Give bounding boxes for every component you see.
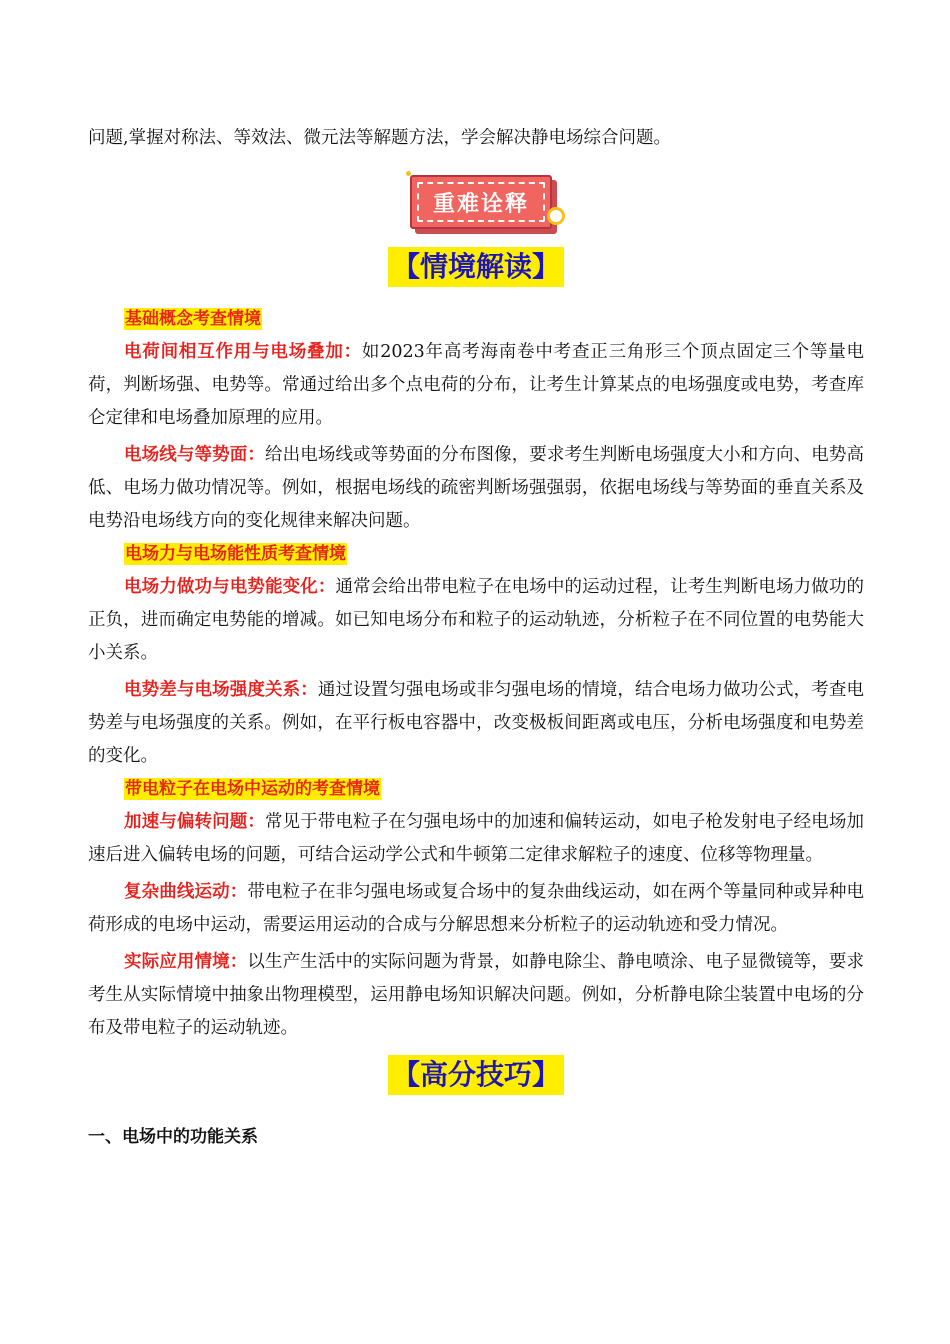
section-title-situation bbox=[88, 247, 864, 303]
paragraph-lead: 复杂曲线运动： bbox=[124, 882, 248, 902]
content-paragraph bbox=[88, 336, 864, 435]
content-paragraph bbox=[88, 806, 864, 872]
section-title-techniques bbox=[88, 1055, 864, 1111]
section-title-text: 【情境解读】 bbox=[388, 247, 564, 287]
paragraph-lead: 电荷间相互作用与电场叠加： bbox=[124, 342, 362, 362]
page-content bbox=[88, 122, 864, 1154]
situation-group-basic bbox=[88, 303, 864, 538]
content-paragraph bbox=[88, 876, 864, 942]
paragraph-lead: 电场线与等势面： bbox=[124, 445, 265, 465]
paragraph-text: 带电粒子在非匀强电场或复合场中的复杂曲线运动，如在两个等量同种或异种电荷形成的电场中运动，需要运用运动的合成与分解思想来分析粒子的运动轨迹和受力情况。 bbox=[88, 882, 865, 935]
paragraph-lead: 实际应用情境： bbox=[124, 952, 248, 972]
section-title-text: 【高分技巧】 bbox=[388, 1055, 564, 1095]
paragraph-text: 通常会给出带电粒子在电场中的运动过程，让考生判断电场力做功的正负，进而确定电势能的增减。如已知电场分布和粒子的运动轨迹，分析粒子在不同位置的电势能大小关系。 bbox=[88, 577, 865, 663]
difficulty-badge bbox=[410, 175, 552, 229]
intro-tail-paragraph: 问题,掌握对称法、等效法、微元法等解题方法，学会解决静电场综合问题。 bbox=[88, 128, 672, 148]
situation-group-motion bbox=[88, 773, 864, 1045]
group-heading bbox=[88, 773, 864, 806]
group-heading-text: 带电粒子在电场中运动的考查情境 bbox=[125, 779, 380, 799]
badge-area bbox=[88, 169, 864, 247]
paragraph-text: 给出电场线或等势面的分布图像，要求考生判断电场强度大小和方向、电势高低、电场力做功情况等。例如，根据电场线的疏密判断场强强弱，依据电场线与等势面的垂直关系及电势沿电场线方向的变化规律来解决问题。 bbox=[88, 445, 865, 531]
badge-dashed-border bbox=[417, 182, 545, 222]
group-heading bbox=[88, 538, 864, 571]
subsection-heading: 一、电场中的功能关系 bbox=[88, 1127, 258, 1147]
paragraph-text: 如2023年高考海南卷中考查正三角形三个顶点固定三个等量电荷，判断场强、电势等。常通过给出多个点电荷的分布，让考生计算某点的电场强度或电势，考查库仑定律和电场叠加原理的应用。 bbox=[88, 342, 864, 428]
situation-group-force-energy bbox=[88, 538, 864, 773]
paragraph-lead: 电势差与电场强度关系： bbox=[124, 680, 318, 700]
badge-ring-decoration bbox=[547, 207, 565, 225]
group-heading-text: 电场力与电场能性质考查情境 bbox=[125, 544, 346, 564]
group-heading-text: 基础概念考查情境 bbox=[125, 309, 261, 329]
content-paragraph bbox=[88, 439, 864, 538]
content-paragraph bbox=[88, 946, 864, 1045]
content-paragraph bbox=[88, 674, 864, 773]
paragraph-text: 以生产生活中的实际问题为背景，如静电除尘、静电喷涂、电子显微镜等，要求考生从实际情境中抽象出物理模型，运用静电场知识解决问题。例如，分析静电除尘装置中电场的分布及带电粒子的运动轨迹。 bbox=[88, 952, 865, 1038]
paragraph-text: 常见于带电粒子在匀强电场中的加速和偏转运动，如电子枪发射电子经电场加速后进入偏转电场的问题，可结合运动学公式和牛顿第二定律求解粒子的速度、位移等物理量。 bbox=[88, 812, 865, 865]
badge-label: 重难诠释 bbox=[432, 191, 529, 217]
paragraph-text: 通过设置匀强电场或非匀强电场的情境，结合电场力做功公式，考查电势差与电场强度的关系。例如，在平行板电容器中，改变极板间距离或电压，分析电场强度和电势差的变化。 bbox=[88, 680, 864, 766]
paragraph-lead: 加速与偏转问题： bbox=[124, 812, 265, 832]
paragraph-lead: 电场力做功与电势能变化： bbox=[124, 577, 336, 597]
content-paragraph bbox=[88, 571, 864, 670]
group-heading bbox=[88, 303, 864, 336]
